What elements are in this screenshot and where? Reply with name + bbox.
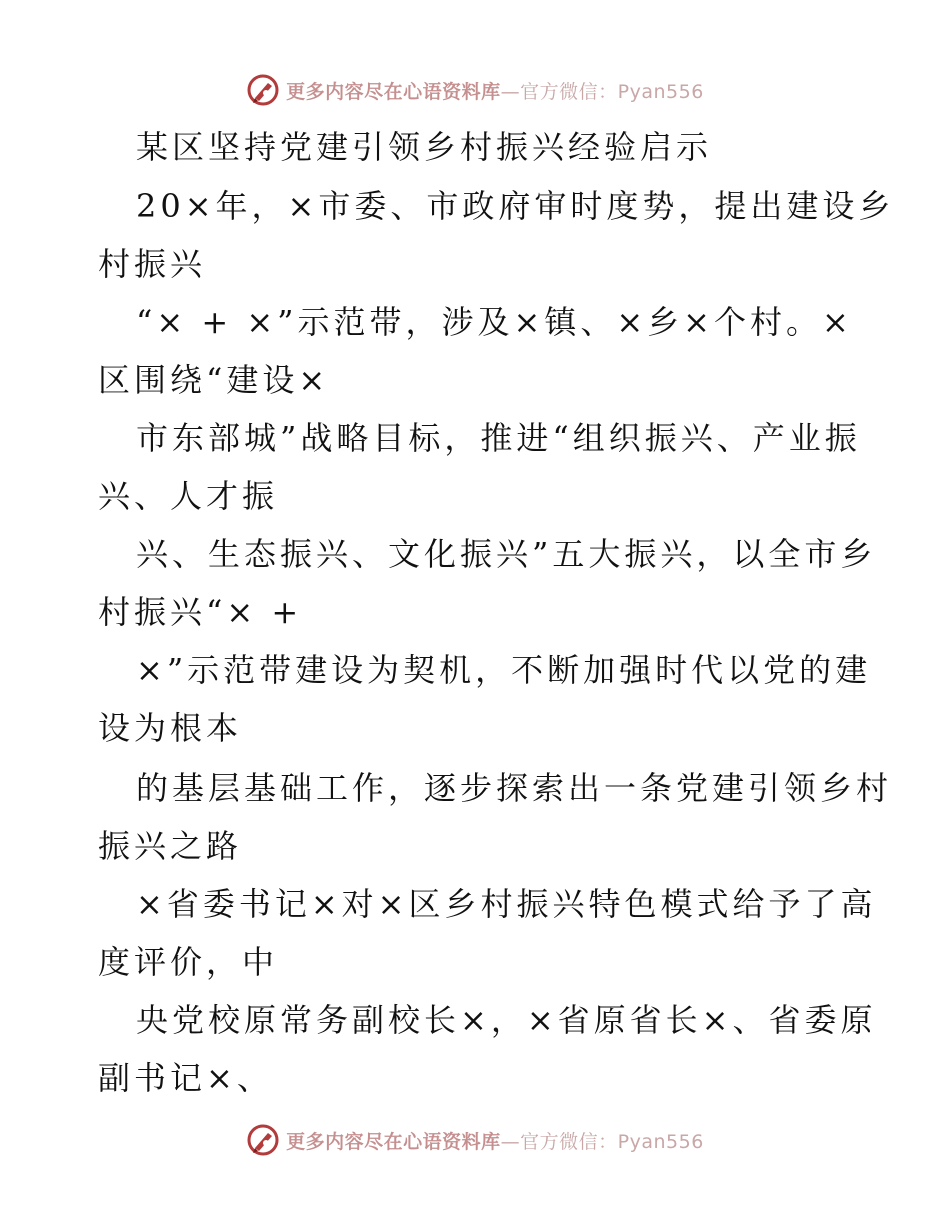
paragraph-line: 央党校原常务副校长×，×省原省长×、省委原 bbox=[136, 1001, 877, 1039]
paragraph-line: 区围绕“建设× bbox=[98, 361, 330, 399]
footer-watermark bbox=[0, 1120, 950, 1160]
watermark-rest: —官方微信：Pyan556 bbox=[500, 1130, 704, 1153]
paragraph-line: ×省委书记×对×区乡村振兴特色模式给予了高 bbox=[136, 885, 877, 923]
header-watermark bbox=[0, 70, 950, 110]
watermark-text bbox=[286, 1127, 704, 1154]
pen-logo-icon bbox=[246, 1123, 280, 1157]
paragraph-line: 振兴之路 bbox=[98, 827, 243, 865]
paragraph-line: ×”示范带建设为契机，不断加强时代以党的建 bbox=[136, 651, 872, 689]
pen-logo-icon bbox=[246, 73, 280, 107]
watermark-strong: 更多内容尽在心语资料库 bbox=[286, 1130, 501, 1153]
paragraph-line: 村振兴 bbox=[98, 245, 207, 283]
paragraph-line: 的基层基础工作，逐步探索出一条党建引领乡村 bbox=[136, 769, 893, 807]
paragraph-line: “× + ×”示范带，涉及×镇、×乡×个村。× bbox=[136, 303, 853, 341]
paragraph-line: 兴、人才振 bbox=[98, 477, 279, 515]
paragraph-line: 兴、生态振兴、文化振兴”五大振兴，以全市乡 bbox=[136, 535, 877, 573]
paragraph-line: 20×年，×市委、市政府审时度势，提出建设乡 bbox=[136, 187, 895, 225]
watermark-strong: 更多内容尽在心语资料库 bbox=[286, 80, 501, 103]
paragraph-line: 市东部城”战略目标，推进“组织振兴、产业振 bbox=[136, 419, 861, 457]
paragraph-line: 村振兴“× + bbox=[98, 593, 303, 631]
paragraph-line: 度评价，中 bbox=[98, 943, 279, 981]
watermark-rest: —官方微信：Pyan556 bbox=[500, 80, 704, 103]
document-title: 某区坚持党建引领乡村振兴经验启示 bbox=[136, 128, 713, 166]
watermark-text bbox=[286, 77, 704, 104]
paragraph-line: 设为根本 bbox=[98, 709, 243, 747]
paragraph-line: 副书记×、 bbox=[98, 1059, 273, 1097]
